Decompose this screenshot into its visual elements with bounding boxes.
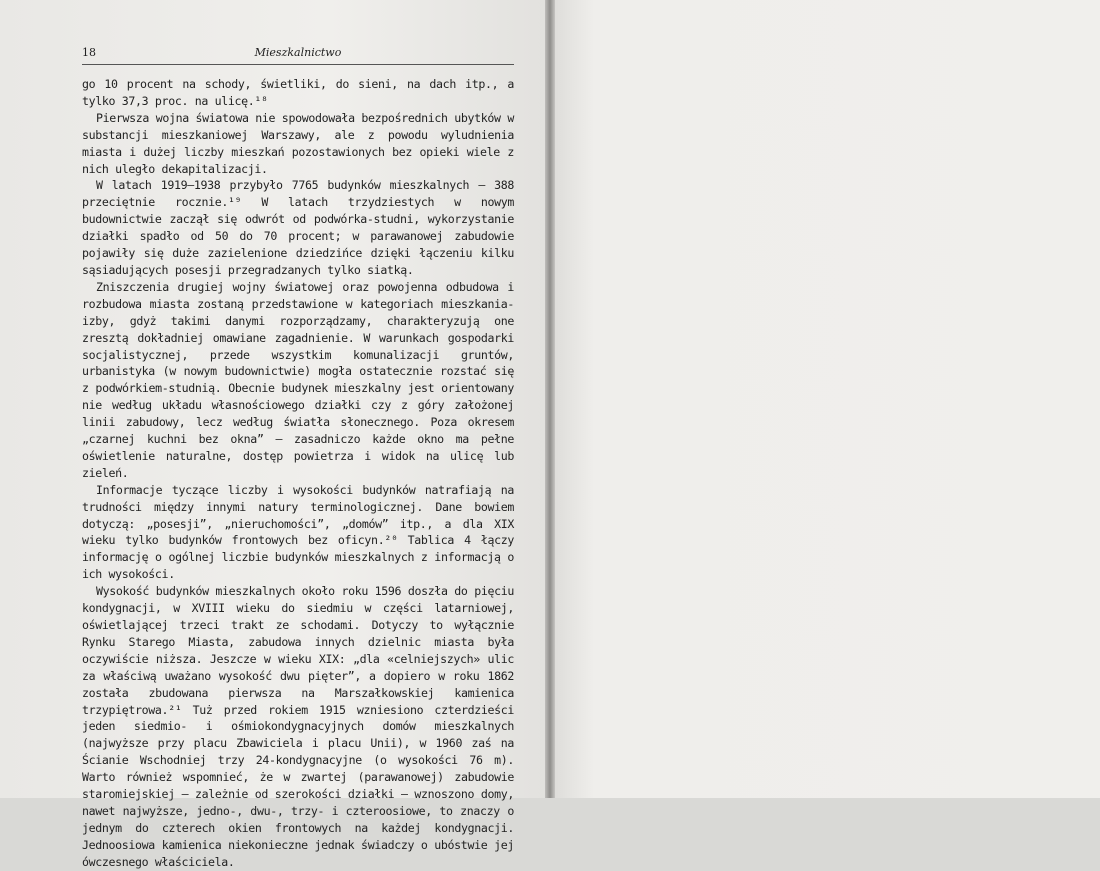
paragraph: Wysokość budynków mieszkalnych około roku 1596 doszła do pięciu kondygnacji, w XVIII wieku do siedmiu w części latarniowej, oświetlającej trzeci trakt ze schodami. Dotyczy to wyłącznie Rynku Starego Miasta, zabudowa innych dzielnic miasta była oczywiście niższa. Jeszcze w wieku XIX: „dla «celniejszych» ulic za właściwą uważano wysokość dwu pięter”, a dopiero w roku 1862 została zbudowana pierwsza na Marszałkowskiej kamienica trzypiętrowa.²¹ Tuż przed rokiem 1915 wzniesiono czterdzieści jeden siedmio- i ośmiokondygnacyjnych domów mieszkalnych (najwyższe przy placu Zbawiciela i placu Unii), w 1960 zaś na Ścianie Wschodniej trzy 24-kondygnacyjne (o wysokości 76 m). Warto również wspomnieć, że w zwartej (parawanowej) zabudowie staromiejskiej — zależnie od szerokości działki — wznoszono domy, nawet najwyższe, jedno-, dwu-, trzy- i czteroosiowe, to znaczy o jednym do czterech okien frontowych na każdej kondygnacji. Jednoosiowa kamienica niekonieczne jednak świadczy o ubóstwie jej ówczesnego właściciela. [82,584,514,869]
paragraph: go 10 procent na schody, świetliki, do sieni, na dach itp., a tylko 37,3 proc. na ulicę.¹⁸ [82,77,514,108]
paragraph: Zniszczenia drugiej wojny światowej oraz powojenna odbudowa i rozbudowa miasta zostaną przedstawione w kategoriach mieszkania-izby, gdyż takimi danymi rozporządzamy, charakteryzują one zresztą dokładniej omawiane zagadnienie. W warunkach gospodarki socjalistycznej, przede wszystkim komunalizacji gruntów, urbanistyka (w nowym budownictwie) mogła ostatecznie rozstać się z podwórkiem-studnią. Obecnie budynek mieszkalny jest orientowany nie według układu własnościowego działki czy z góry założonej linii zabudowy, lecz według światła słonecznego. Poza okresem „czarnej kuchni bez okna” — zasadniczo każde okno ma pełne oświetlenie naturalne, dostęp powietrza i widok na ulicę lub zieleń. [82,279,514,480]
paragraph: W latach 1919—1938 przybyło 7765 budynków mieszkalnych — 388 przeciętnie rocznie.¹⁹ W latach trzydziestych w nowym budownictwie zaczął się odwrót od podwórka-studni, wykorzystanie działki spadło od 50 do 70 procent; w parawanowej zabudowie pojawiły się duże zazielenione dziedzińce dzięki łączeniu kilku sąsiadujących posesji przegradzanych tylko siatką. [82,178,514,277]
left-running-head: Mieszkalnictwo [254,46,342,59]
paragraph: Informacje tyczące liczby i wysokości budynków natrafiają na trudności między innymi natury terminologicznej. Dane bowiem dotyczą: „posesji”, „nieruchomości”, „domów” itp., a dla XIX wieku tylko budynków frontowych bez oficyn.²⁰ Tablica 4 łączy informację o ogólnej liczbie budynków mieszkalnych z informacją o ich wysokości. [82,482,514,582]
left-page-number: 18 [82,46,96,59]
left-header-rule [82,64,514,65]
left-page-header [82,46,514,59]
paragraph: Pierwsza wojna światowa nie spowodowała bezpośrednich ubytków w substancji mieszkaniowej Warszawy, ale z powodu wyludnienia miasta i dużej liczby mieszkań pozostawionych bez opieki wiele z nich uległo dekapitalizacji. [82,110,514,176]
book-gutter [545,0,555,798]
left-page [0,0,550,869]
left-page-body [82,76,514,871]
right-page [550,0,1100,798]
